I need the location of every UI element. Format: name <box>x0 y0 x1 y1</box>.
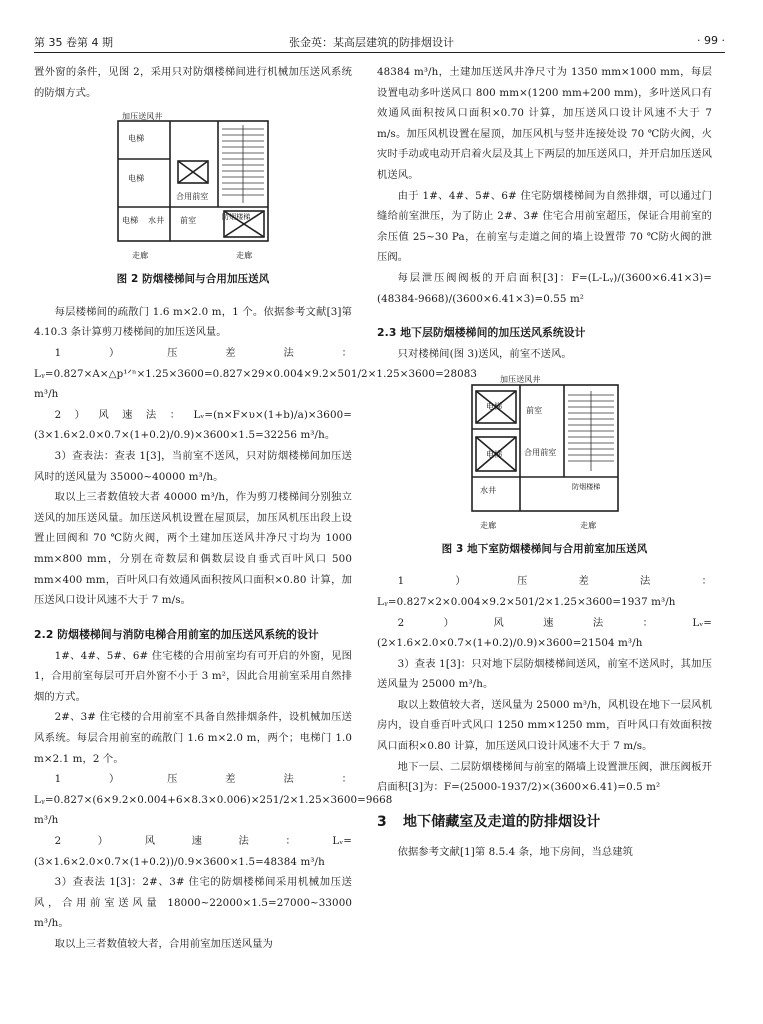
fig3-label: 前室 <box>525 405 542 415</box>
fig2-label: 电梯 <box>122 216 139 226</box>
figure-3-caption: 图 3 地下室防烟楼梯间与合用前室加压送风 <box>441 542 648 555</box>
fig2-label: 电梯 <box>128 134 145 144</box>
page-number: · 99 · <box>697 34 725 47</box>
left-column <box>34 62 478 955</box>
section-2-2-heading: 2.2 防烟楼梯间与消防电梯合用前室的加压送风系统的设计 <box>34 627 319 641</box>
stair-treads <box>568 391 614 471</box>
section-title: 地下储藏室及走道的防排烟设计 <box>403 813 601 830</box>
paragraph: 3）查表 1[3]：只对地下层防烟楼梯间送风，前室不送风时，其加压送风量为 25000 m³/h。 <box>377 657 712 691</box>
fig2-label: 合用前室 <box>176 192 209 202</box>
formula-pressure: 1）压差法：Lᵧ=0.827×2×0.004×9.2×501/2×1.25×3600=1937 m³/h <box>377 575 712 608</box>
running-header <box>34 32 725 53</box>
paragraph: 取以上三者数值较大者 40000 m³/h，作为剪刀楼梯间分别独立送风的加压送风量。加压送风机设置在屋顶层，加压风机压出段上设置止回阀和 70 ℃防火阀，两个土建加压送风井净尺寸均为 1000 mm×800 mm，分别在奇数层和偶数层设自垂式百叶风口 500 mm×400 mm，百叶风口有效通风面积按风口面积×0.80 计算，加压送风口设计风速不大于 7 m/s。 <box>34 491 352 607</box>
figure-2-diagram <box>108 111 278 263</box>
fig2-label: 走廊 <box>132 251 149 261</box>
paragraph: 3）查表法 1[3]：2#、3# 住宅的防烟楼梯间采用机械加压送风，合用前室送风量 18000~22000×1.5=27000~33000 m³/h。 <box>34 876 352 930</box>
formula-velocity: 2）风速法：Lᵥ=(2×1.6×2.0×0.7×(1+0.2)/0.9)×3600=21504 m³/h <box>377 616 712 650</box>
paragraph: 3）查表法：查表 1[3]，当前室不送风，只对防烟楼梯间加压送风时的送风量为 35000~40000 m³/h。 <box>34 449 352 483</box>
paragraph: 2#、3# 住宅楼的合用前室不具备自然排烟条件，设机械加压送风系统。每层合用前室的疏散门 1.6 m×2.0 m，两个；电梯门 1.0 m×2.1 m，2 个。 <box>34 711 352 765</box>
section-3-heading <box>377 812 712 833</box>
formula-pressure: 1）压差法：Lᵧ=0.827×A×△p¹ᐟⁿ×1.25×3600=0.827×29×0.004×9.2×501/2×1.25×3600=28083 m³/h <box>34 346 478 401</box>
formula-relief-area: 地下一层、二层防烟楼梯间与前室的隔墙上设置泄压阀，泄压阀板开启面积[3]为：F=(25000-1937/2)×(3600×6.41)=0.5 m² <box>377 760 712 794</box>
fig2-label: 防烟楼梯 <box>222 213 251 222</box>
fig2-label: 前室 <box>180 216 197 226</box>
fig2-label: 电梯 <box>128 174 145 184</box>
fig3-label: 走廊 <box>479 520 496 530</box>
header-title: 张金英：某高层建筑的防排烟设计 <box>289 36 454 49</box>
fig3-label: 电梯 <box>485 449 502 459</box>
paragraph: 置外窗的条件，见图 2，采用只对防烟楼梯间进行机械加压送风系统的防烟方式。 <box>34 66 352 99</box>
paragraph: 由于 1#、4#、5#、6# 住宅防烟楼梯间为自然排烟，可以通过门缝给前室泄压，为了防止 2#、3# 住宅合用前室超压，保证合用前室的余压值 25~30 Pa，在前室与走道之间的墙上设置带 70 ℃防火阀的泄压阀。 <box>377 189 712 264</box>
fig3-label: 合用前室 <box>523 447 556 457</box>
formula-pressure: 1）压差法：Lᵧ=0.827×(6×9.2×0.004+6×8.3×0.006)×251/2×1.25×3600=9668 m³/h <box>34 773 393 827</box>
fig2-label: 水井 <box>148 216 165 226</box>
figure-2-caption: 图 2 防烟楼梯间与合用加压送风 <box>116 273 270 286</box>
stair-treads <box>222 125 264 203</box>
section-2-3-heading: 2.3 地下层防烟楼梯间的加压送风系统设计 <box>377 326 586 340</box>
fig2-label: 加压送风井 <box>122 112 163 122</box>
right-column <box>377 62 712 863</box>
formula-velocity: 2）风速法：Lᵥ=(n×F×υ×(1+b)/a)×3600=(3×1.6×2.0×0.7×(1+0.2)/0.9)×3600×1.5=32256 m³/h。 <box>34 408 352 442</box>
figure-3-diagram <box>460 373 630 533</box>
journal-issue: 第 35 卷第 4 期 <box>34 36 113 49</box>
fig3-label: 加压送风井 <box>499 374 540 384</box>
paragraph: 取以上三者数值较大者，合用前室加压送风量为 <box>54 938 273 950</box>
paragraph: 每层楼梯间的疏散门 1.6 m×2.0 m，1 个。依据参考文献[3]第 4.10.3 条计算剪刀楼梯间的加压送风量。 <box>34 305 352 339</box>
formula-relief-area: 每层泄压阀阀板的开启面积[3]：F=(L-Lᵧ)/(3600×6.41×3)=(48384-9668)/(3600×6.41×3)=0.55 m² <box>377 271 712 305</box>
fig3-label: 电梯 <box>485 401 502 411</box>
fig3-label: 水井 <box>479 485 496 495</box>
paragraph: 48384 m³/h，土建加压送风井净尺寸为 1350 mm×1000 mm，每层设置电动多叶送风口 800 mm×(1200 mm+200 mm)，多叶送风口有效通风面积按风口面积×0.70 计算，加压送风口设计风速不大于 7 m/s。加压风机设置在屋顶，加压风机与竖井连接处设 70 ℃防火阀，火灾时手动或电动开启着火层及其上下两层的加压送风口，并开启加压送风机送风。 <box>377 66 712 181</box>
fig3-label: 防烟楼梯 <box>571 482 600 491</box>
section-number: 3 <box>377 813 387 830</box>
paragraph: 取以上数值较大者，送风量为 25000 m³/h，风机设在地下一层风机房内，设自垂百叶式风口 1250 mm×1250 mm，百叶风口有效面积按风口面积×0.80 计算，加压送风口设计风速不大于 7 m/s。 <box>377 698 712 753</box>
fig3-label: 走廊 <box>579 520 596 530</box>
paragraph: 依据参考文献[1]第 8.5.4 条，地下房间，当总建筑 <box>397 846 634 859</box>
fig2-label: 走廊 <box>236 251 253 261</box>
paragraph: 只对楼梯间(图 3)送风，前室不送风。 <box>397 348 572 361</box>
paragraph: 1#、4#、5#、6# 住宅楼的合用前室均有可开启的外窗，见图 1，合用前室每层可开启外窗不小于 3 m²，因此合用前室采用自然排烟的方式。 <box>34 649 352 703</box>
formula-velocity: 2）风速法：Lᵥ=(3×1.6×2.0×0.7×(1+0.2))/0.9×3600×1.5=48384 m³/h <box>34 835 352 868</box>
